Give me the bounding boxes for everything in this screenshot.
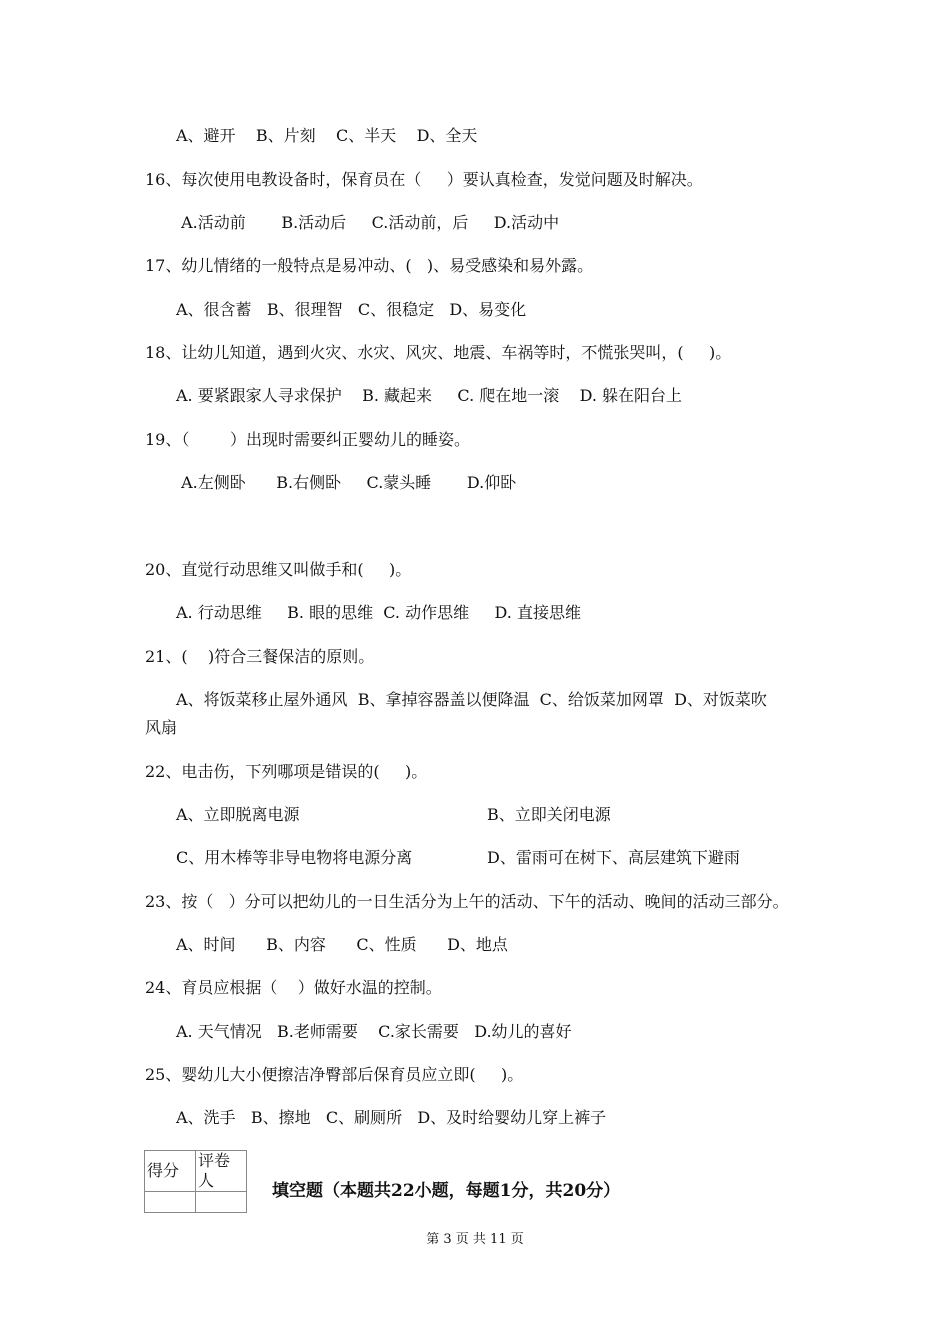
q23-text: 23、按（ ）分可以把幼儿的一日生活分为上午的活动、下午的活动、晚间的活动三部分。 (145, 892, 789, 911)
q17-options: A、很含蓄 B、很理智 C、很稳定 D、易变化 (176, 300, 527, 319)
q18-options: A. 要紧跟家人寻求保护 B. 藏起来 C. 爬在地一滚 D. 躲在阳台上 (176, 386, 683, 405)
q15-options: A、避开 B、片刻 C、半天 D、全天 (176, 126, 478, 145)
q22-option-b: B、立即关闭电源 (487, 805, 611, 824)
score-table-entry-row (145, 1192, 247, 1213)
q19-options: A.左侧卧 B.右侧卧 C.蒙头睡 D.仰卧 (176, 473, 517, 492)
q21-options-line2: 风扇 (145, 718, 178, 737)
grader-header: 评卷人 (196, 1151, 247, 1192)
q22-option-a: A、立即脱离电源 (176, 805, 300, 824)
q16-text: 16、每次使用电教设备时，保育员在（ ）要认真检查，发觉问题及时解决。 (145, 170, 703, 189)
q18-text: 18、让幼儿知道，遇到火灾、水灾、风灾、地震、车祸等时，不慌张哭叫，( )。 (145, 343, 732, 362)
q20-options: A. 行动思维 B. 眼的思维 C. 动作思维 D. 直接思维 (176, 603, 581, 622)
q20-text: 20、直觉行动思维又叫做手和( )。 (145, 560, 412, 579)
section-title: 填空题（本题共22小题，每题1分，共20分） (272, 1181, 621, 1201)
q24-text: 24、育员应根据（ ）做好水温的控制。 (145, 978, 442, 997)
q19-text: 19、（ ）出现时需要纠正婴幼儿的睡姿。 (145, 430, 471, 449)
score-cell (145, 1192, 196, 1213)
grader-cell (196, 1192, 247, 1213)
q24-options: A. 天气情况 B.老师需要 C.家长需要 D.幼儿的喜好 (176, 1022, 572, 1041)
q21-options-line1: A、将饭菜移止屋外通风 B、拿掉容器盖以便降温 C、给饭菜加网罩 D、对饭菜吹 (176, 690, 767, 709)
score-header: 得分 (145, 1151, 196, 1192)
page-footer: 第 3 页 共 11 页 (426, 1232, 524, 1247)
q22-option-c: C、用木棒等非导电物将电源分离 (176, 848, 413, 867)
q22-text: 22、电击伤，下列哪项是错误的( )。 (145, 762, 428, 781)
score-table (144, 1150, 247, 1213)
q25-text: 25、婴幼儿大小便擦洁净臀部后保育员应立即( )。 (145, 1065, 524, 1084)
q22-option-d: D、雷雨可在树下、高层建筑下避雨 (487, 848, 740, 867)
q21-text: 21、( )符合三餐保洁的原则。 (145, 647, 375, 666)
q23-options: A、时间 B、内容 C、性质 D、地点 (176, 935, 508, 954)
q25-options: A、洗手 B、擦地 C、刷厕所 D、及时给婴幼儿穿上裤子 (176, 1108, 607, 1127)
q16-options: A.活动前 B.活动后 C.活动前，后 D.活动中 (176, 213, 560, 232)
score-table-header-row (145, 1151, 247, 1192)
q17-text: 17、幼儿情绪的一般特点是易冲动、( )、易受感染和易外露。 (145, 256, 594, 275)
